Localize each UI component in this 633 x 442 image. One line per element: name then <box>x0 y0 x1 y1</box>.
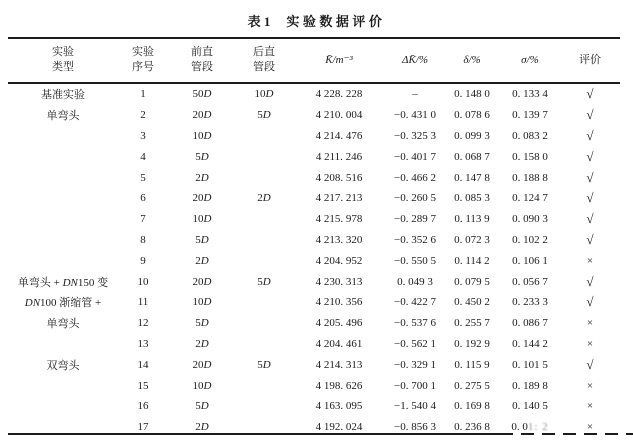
cell-delta: 0. 115 9 <box>454 358 490 371</box>
cell-delta: 0. 085 3 <box>454 192 490 205</box>
cell-kbar: 4 214. 313 <box>315 358 363 371</box>
col-header-line: 类型 <box>52 61 74 73</box>
cell-dk: −0. 289 7 <box>394 213 436 226</box>
cell-front: 10D <box>192 213 212 226</box>
cell-dk: −0. 325 3 <box>394 129 436 142</box>
data-table <box>8 37 620 438</box>
cell-no: 4 <box>140 150 146 163</box>
table-row <box>8 230 620 251</box>
col-header-front-pipe <box>168 38 236 83</box>
cell-sigma: 0. 01: 2 <box>511 421 549 434</box>
cell-eval <box>560 292 620 313</box>
cell-back <box>236 292 292 313</box>
table-row <box>8 167 620 188</box>
cell-kbar: 4 210. 356 <box>315 296 363 309</box>
table-row <box>8 105 620 126</box>
col-header-type <box>8 38 118 83</box>
table-row <box>8 126 620 147</box>
cell-dk: −1. 540 4 <box>394 400 436 413</box>
cell-kbar: 4 214. 476 <box>315 129 363 142</box>
cell-front: 2D <box>195 337 209 350</box>
table-row <box>8 250 620 271</box>
cell-eval <box>560 126 620 147</box>
cell-type: 单弯头 + DN150 变 <box>17 276 109 289</box>
cell-dk: −0. 537 6 <box>394 317 436 330</box>
cell-type <box>8 230 118 251</box>
cell-front: 20D <box>192 275 212 288</box>
cell-front: 2D <box>195 254 209 267</box>
cell-no: 12 <box>137 317 149 330</box>
cell-front: 10D <box>192 129 212 142</box>
col-header-eval: 评价 <box>560 38 620 83</box>
check-mark: √ <box>586 107 594 123</box>
cell-delta: 0. 068 7 <box>454 150 490 163</box>
cell-eval <box>560 354 620 375</box>
cell-eval <box>560 334 620 355</box>
cell-kbar: 4 192. 024 <box>315 421 363 434</box>
obscured-digits: 1: 2 <box>527 421 549 434</box>
cell-sigma: 0. 124 7 <box>512 192 548 205</box>
table-row <box>8 354 620 375</box>
cell-kbar: 4 204. 461 <box>315 337 363 350</box>
cell-back <box>236 334 292 355</box>
cell-type <box>8 209 118 230</box>
cell-no: 3 <box>140 129 146 142</box>
cell-kbar: 4 163. 095 <box>315 400 363 413</box>
col-header-delta-kbar: ΔK̄/% <box>386 38 444 83</box>
cell-dk: −0. 260 5 <box>394 192 436 205</box>
cell-no: 2 <box>140 109 146 122</box>
cell-eval <box>560 375 620 396</box>
cell-no: 7 <box>140 213 146 226</box>
cell-eval <box>560 230 620 251</box>
cross-mark: × <box>586 254 594 267</box>
cell-eval <box>560 83 620 105</box>
cell-sigma: 0. 188 8 <box>512 171 548 184</box>
cell-type <box>8 188 118 209</box>
cell-type <box>8 375 118 396</box>
cell-front: 2D <box>195 421 209 434</box>
cell-delta: 0. 275 5 <box>454 379 490 392</box>
cell-dk: −0. 431 0 <box>394 109 436 122</box>
cell-type <box>8 250 118 271</box>
cell-delta: 0. 255 7 <box>454 317 490 330</box>
cell-eval <box>560 271 620 292</box>
cell-front: 5D <box>195 233 209 246</box>
cell-no: 8 <box>140 233 146 246</box>
cell-delta: 0. 192 9 <box>454 337 490 350</box>
cell-eval <box>560 396 620 417</box>
cell-no: 13 <box>137 337 149 350</box>
cell-sigma: 0. 139 7 <box>512 109 548 122</box>
cell-back: 5D <box>257 275 271 288</box>
check-mark: √ <box>586 211 594 227</box>
cross-mark: × <box>586 379 594 392</box>
col-header-delta: δ/% <box>444 38 500 83</box>
cell-delta: 0. 113 9 <box>454 213 490 226</box>
cell-delta: 0. 078 6 <box>454 109 490 122</box>
cell-eval <box>560 209 620 230</box>
table-row <box>8 188 620 209</box>
cell-sigma: 0. 101 5 <box>512 358 548 371</box>
col-header-sigma: σ/% <box>500 38 560 83</box>
cell-sigma: 0. 233 3 <box>512 296 548 309</box>
cell-no: 10 <box>137 275 149 288</box>
table-row <box>8 209 620 230</box>
cell-dk: −0. 700 1 <box>394 379 436 392</box>
cell-back <box>236 230 292 251</box>
check-mark: √ <box>586 127 594 143</box>
table-row <box>8 334 620 355</box>
cell-dk: – <box>412 88 418 101</box>
cell-back <box>236 146 292 167</box>
cell-kbar: 4 228. 228 <box>315 88 363 101</box>
cell-back: 10D <box>254 88 274 101</box>
cell-front: 20D <box>192 358 212 371</box>
cell-type <box>8 126 118 147</box>
cell-dk: −0. 352 6 <box>394 233 436 246</box>
cell-no: 15 <box>137 379 149 392</box>
cell-eval <box>560 105 620 126</box>
cell-delta: 0. 148 0 <box>454 88 490 101</box>
table-row <box>8 292 620 313</box>
col-header-line: 实验 <box>52 46 74 58</box>
cell-back <box>236 396 292 417</box>
col-header-back-pipe <box>236 38 292 83</box>
cell-delta: 0. 079 5 <box>454 275 490 288</box>
cell-sigma: 0. 144 2 <box>512 337 548 350</box>
cell-eval <box>560 313 620 334</box>
cell-back <box>236 209 292 230</box>
cell-dk: −0. 562 1 <box>394 337 436 350</box>
cell-dk: −0. 550 5 <box>394 254 436 267</box>
cell-back <box>236 375 292 396</box>
cell-kbar: 4 204. 952 <box>315 254 363 267</box>
cell-eval <box>560 167 620 188</box>
cell-back: 5D <box>257 358 271 371</box>
cell-kbar: 4 230. 313 <box>315 275 363 288</box>
cell-type: 双弯头 <box>46 359 80 372</box>
check-mark: √ <box>586 86 594 102</box>
cell-back: 5D <box>257 109 271 122</box>
table-title <box>0 11 633 30</box>
cell-back <box>236 126 292 147</box>
cell-front: 5D <box>195 150 209 163</box>
table-row <box>8 375 620 396</box>
check-mark: √ <box>586 273 594 289</box>
cell-front: 50D <box>192 88 212 101</box>
check-mark: √ <box>586 231 594 247</box>
cell-kbar: 4 210. 004 <box>315 109 363 122</box>
check-mark: √ <box>586 148 594 164</box>
cross-mark: × <box>586 317 594 330</box>
cell-sigma: 0. 083 2 <box>512 129 548 142</box>
bottom-rule-dashed-artifact <box>500 433 633 435</box>
col-header-line: 序号 <box>132 61 154 73</box>
cell-delta: 0. 072 3 <box>454 233 490 246</box>
cell-type: 单弯头 <box>46 318 80 331</box>
cell-delta: 0. 450 2 <box>454 296 490 309</box>
cell-no: 17 <box>137 421 149 434</box>
cross-mark: × <box>586 337 594 350</box>
cell-type: DN100 渐缩管 + <box>24 297 102 310</box>
table-row <box>8 396 620 417</box>
cell-dk: −0. 422 7 <box>394 296 436 309</box>
cell-kbar: 4 215. 978 <box>315 213 363 226</box>
cell-dk: −0. 329 1 <box>394 358 436 371</box>
check-mark: √ <box>586 294 594 310</box>
cell-delta: 0. 169 8 <box>454 400 490 413</box>
cell-sigma: 0. 102 2 <box>512 233 548 246</box>
cell-back: 2D <box>257 192 271 205</box>
cell-dk: −0. 856 3 <box>394 421 436 434</box>
check-mark: √ <box>586 356 594 372</box>
col-header-line: 前直 <box>191 46 213 58</box>
cell-kbar: 4 198. 626 <box>315 379 363 392</box>
col-header-line: 后直 <box>253 46 275 58</box>
cell-dk: −0. 401 7 <box>394 150 436 163</box>
cell-no: 1 <box>140 88 146 101</box>
cell-front: 20D <box>192 192 212 205</box>
header-row <box>8 38 620 83</box>
cell-delta: 0. 236 8 <box>454 421 490 434</box>
cell-front: 10D <box>192 296 212 309</box>
table-row <box>8 146 620 167</box>
cell-front: 20D <box>192 109 212 122</box>
cell-delta: 0. 114 2 <box>454 254 490 267</box>
cell-sigma: 0. 056 7 <box>512 275 548 288</box>
cell-delta: 0. 099 3 <box>454 129 490 142</box>
col-header-line: 管段 <box>191 61 213 73</box>
col-header-line: 管段 <box>253 61 275 73</box>
cross-mark: × <box>586 400 594 413</box>
cell-eval <box>560 146 620 167</box>
cell-type <box>8 167 118 188</box>
cell-type <box>8 334 118 355</box>
cell-type <box>8 146 118 167</box>
cell-kbar: 4 205. 496 <box>315 317 363 330</box>
cell-front: 2D <box>195 171 209 184</box>
cell-sigma: 0. 086 7 <box>512 317 548 330</box>
cell-back <box>236 167 292 188</box>
cell-delta: 0. 147 8 <box>454 171 490 184</box>
cross-mark: × <box>586 421 594 434</box>
cell-back <box>236 250 292 271</box>
table-body <box>8 83 620 438</box>
cell-sigma: 0. 133 4 <box>512 88 548 101</box>
cell-no: 6 <box>140 192 146 205</box>
col-header-no <box>118 38 168 83</box>
cell-kbar: 4 211. 246 <box>315 150 363 163</box>
cell-type: 单弯头 <box>46 110 80 123</box>
col-header-line: 实验 <box>132 46 154 58</box>
cell-eval <box>560 250 620 271</box>
table-number-label: 表 1 <box>247 14 271 29</box>
cell-front: 5D <box>195 317 209 330</box>
table-row <box>8 83 620 105</box>
cell-front: 10D <box>192 379 212 392</box>
cell-front: 5D <box>195 400 209 413</box>
cell-kbar: 4 208. 516 <box>315 171 363 184</box>
cell-dk: 0. 049 3 <box>397 275 433 288</box>
cell-sigma: 0. 158 0 <box>512 150 548 163</box>
cell-sigma: 0. 106 1 <box>512 254 548 267</box>
cell-sigma: 0. 090 3 <box>512 213 548 226</box>
cell-sigma: 0. 140 5 <box>512 400 548 413</box>
cell-no: 11 <box>137 296 149 309</box>
cell-type <box>8 396 118 417</box>
cell-type: 基准实验 <box>41 89 85 102</box>
cell-no: 16 <box>137 400 149 413</box>
cell-no: 9 <box>140 254 146 267</box>
cell-sigma: 0. 189 8 <box>512 379 548 392</box>
col-header-kbar: K̄/m⁻³ <box>292 38 386 83</box>
cell-kbar: 4 217. 213 <box>315 192 363 205</box>
bottom-rule <box>8 433 500 435</box>
check-mark: √ <box>586 169 594 185</box>
cell-kbar: 4 213. 320 <box>315 233 363 246</box>
table-row <box>8 271 620 292</box>
cell-no: 14 <box>137 358 149 371</box>
table-title-text: 实验数据评价 <box>286 14 386 29</box>
cell-eval <box>560 188 620 209</box>
table-row <box>8 313 620 334</box>
check-mark: √ <box>586 190 594 206</box>
cell-no: 5 <box>140 171 146 184</box>
cell-back <box>236 313 292 334</box>
cell-dk: −0. 466 2 <box>394 171 436 184</box>
